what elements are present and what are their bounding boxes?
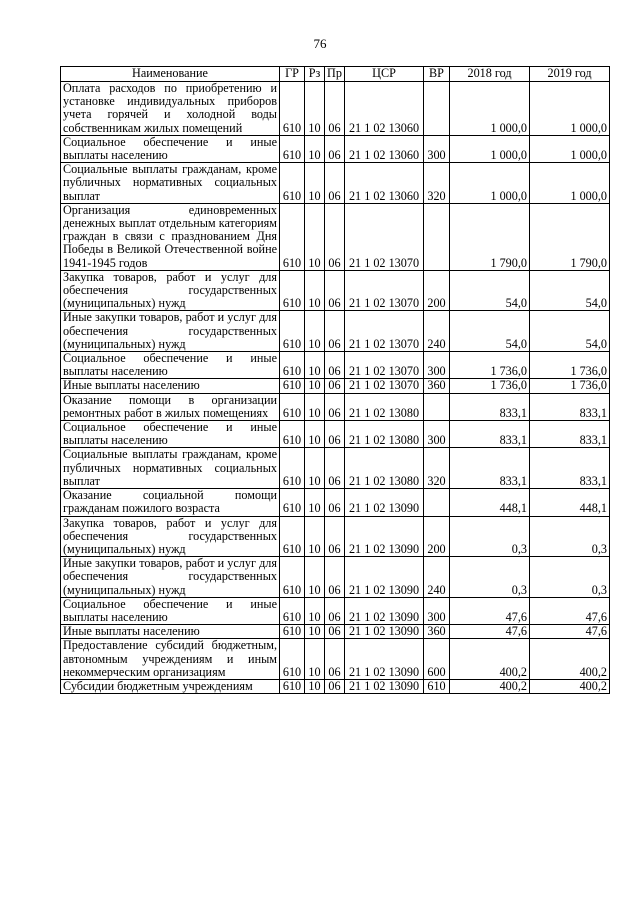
row-rz: 10	[305, 352, 325, 379]
row-pr: 06	[325, 557, 345, 598]
row-amount-2018: 54,0	[450, 311, 530, 352]
row-vr	[424, 393, 450, 420]
row-csr: 21 1 02 13080	[345, 448, 424, 489]
row-amount-2019: 400,2	[530, 679, 610, 693]
row-csr: 21 1 02 13070	[345, 311, 424, 352]
table-row	[61, 679, 610, 693]
row-gr: 610	[280, 516, 305, 557]
budget-table	[60, 66, 610, 694]
row-csr: 21 1 02 13060	[345, 135, 424, 162]
row-amount-2018: 1 000,0	[450, 82, 530, 136]
row-name: Иные выплаты населению	[61, 625, 280, 639]
row-rz: 10	[305, 557, 325, 598]
row-gr: 610	[280, 270, 305, 311]
table-row	[61, 557, 610, 598]
row-rz: 10	[305, 421, 325, 448]
row-amount-2018: 47,6	[450, 597, 530, 624]
row-rz: 10	[305, 163, 325, 204]
row-rz: 10	[305, 625, 325, 639]
row-gr: 610	[280, 679, 305, 693]
row-rz: 10	[305, 448, 325, 489]
row-name: Социальное обеспечение и иные выплаты населению	[61, 597, 280, 624]
table-row	[61, 270, 610, 311]
table-row	[61, 393, 610, 420]
table-header-row	[61, 67, 610, 82]
row-pr: 06	[325, 82, 345, 136]
row-csr: 21 1 02 13070	[345, 203, 424, 270]
row-vr: 600	[424, 639, 450, 680]
row-amount-2019: 400,2	[530, 639, 610, 680]
table-row	[61, 379, 610, 393]
row-gr: 610	[280, 203, 305, 270]
row-amount-2019: 833,1	[530, 421, 610, 448]
row-vr: 300	[424, 421, 450, 448]
row-vr: 610	[424, 679, 450, 693]
table-row	[61, 448, 610, 489]
row-rz: 10	[305, 489, 325, 516]
row-csr: 21 1 02 13080	[345, 421, 424, 448]
row-gr: 610	[280, 489, 305, 516]
row-name: Закупка товаров, работ и услуг для обеспечения государственных (муниципальных) нужд	[61, 516, 280, 557]
row-name: Субсидии бюджетным учреждениям	[61, 679, 280, 693]
header-2018: 2018 год	[450, 67, 530, 82]
header-2019: 2019 год	[530, 67, 610, 82]
header-csr: ЦСР	[345, 67, 424, 82]
table-row	[61, 135, 610, 162]
row-amount-2019: 1 736,0	[530, 352, 610, 379]
table-row	[61, 352, 610, 379]
row-gr: 610	[280, 393, 305, 420]
row-amount-2018: 833,1	[450, 393, 530, 420]
row-amount-2018: 833,1	[450, 448, 530, 489]
row-name: Иные закупки товаров, работ и услуг для обеспечения государственных (муниципальных) нужд	[61, 557, 280, 598]
table-row	[61, 597, 610, 624]
row-amount-2019: 1 000,0	[530, 135, 610, 162]
row-gr: 610	[280, 82, 305, 136]
row-csr: 21 1 02 13060	[345, 163, 424, 204]
row-vr: 300	[424, 597, 450, 624]
row-amount-2019: 47,6	[530, 625, 610, 639]
row-amount-2019: 1 790,0	[530, 203, 610, 270]
row-pr: 06	[325, 379, 345, 393]
row-vr	[424, 82, 450, 136]
row-amount-2019: 0,3	[530, 516, 610, 557]
row-pr: 06	[325, 393, 345, 420]
row-vr: 300	[424, 135, 450, 162]
row-name: Социальное обеспечение и иные выплаты населению	[61, 135, 280, 162]
row-gr: 610	[280, 311, 305, 352]
row-vr: 240	[424, 311, 450, 352]
row-name: Оплата расходов по приобретению и установке индивидуальных приборов учета горячей и холодной воды собственникам жилых помещений	[61, 82, 280, 136]
table-row	[61, 163, 610, 204]
row-name: Социальные выплаты гражданам, кроме публичных нормативных социальных выплат	[61, 448, 280, 489]
row-vr: 240	[424, 557, 450, 598]
row-rz: 10	[305, 516, 325, 557]
row-vr	[424, 489, 450, 516]
row-amount-2019: 833,1	[530, 448, 610, 489]
row-rz: 10	[305, 597, 325, 624]
row-csr: 21 1 02 13090	[345, 489, 424, 516]
row-amount-2018: 400,2	[450, 679, 530, 693]
header-vr: ВР	[424, 67, 450, 82]
row-rz: 10	[305, 82, 325, 136]
row-pr: 06	[325, 516, 345, 557]
row-pr: 06	[325, 135, 345, 162]
row-gr: 610	[280, 379, 305, 393]
row-rz: 10	[305, 639, 325, 680]
row-pr: 06	[325, 489, 345, 516]
row-pr: 06	[325, 421, 345, 448]
row-csr: 21 1 02 13080	[345, 393, 424, 420]
table-row	[61, 311, 610, 352]
row-rz: 10	[305, 270, 325, 311]
row-vr	[424, 203, 450, 270]
row-pr: 06	[325, 270, 345, 311]
row-amount-2018: 1 790,0	[450, 203, 530, 270]
row-vr: 300	[424, 352, 450, 379]
table-row	[61, 625, 610, 639]
row-amount-2019: 54,0	[530, 270, 610, 311]
row-pr: 06	[325, 352, 345, 379]
row-name: Социальные выплаты гражданам, кроме публичных нормативных социальных выплат	[61, 163, 280, 204]
row-vr: 200	[424, 270, 450, 311]
row-name: Социальное обеспечение и иные выплаты населению	[61, 421, 280, 448]
row-pr: 06	[325, 203, 345, 270]
row-amount-2019: 448,1	[530, 489, 610, 516]
row-amount-2019: 54,0	[530, 311, 610, 352]
row-vr: 200	[424, 516, 450, 557]
row-vr: 320	[424, 448, 450, 489]
row-name: Иные выплаты населению	[61, 379, 280, 393]
row-amount-2018: 54,0	[450, 270, 530, 311]
row-amount-2018: 400,2	[450, 639, 530, 680]
row-gr: 610	[280, 597, 305, 624]
row-csr: 21 1 02 13090	[345, 639, 424, 680]
row-vr: 320	[424, 163, 450, 204]
row-name: Иные закупки товаров, работ и услуг для обеспечения государственных (муниципальных) нужд	[61, 311, 280, 352]
header-pr: Пр	[325, 67, 345, 82]
row-amount-2018: 833,1	[450, 421, 530, 448]
table-row	[61, 421, 610, 448]
row-amount-2019: 1 000,0	[530, 163, 610, 204]
row-pr: 06	[325, 597, 345, 624]
row-csr: 21 1 02 13060	[345, 82, 424, 136]
row-amount-2018: 0,3	[450, 516, 530, 557]
row-csr: 21 1 02 13090	[345, 679, 424, 693]
row-amount-2019: 833,1	[530, 393, 610, 420]
row-csr: 21 1 02 13090	[345, 625, 424, 639]
row-amount-2018: 1 000,0	[450, 163, 530, 204]
row-gr: 610	[280, 625, 305, 639]
row-amount-2018: 47,6	[450, 625, 530, 639]
table-body	[61, 82, 610, 694]
row-name: Социальное обеспечение и иные выплаты населению	[61, 352, 280, 379]
row-gr: 610	[280, 557, 305, 598]
row-pr: 06	[325, 639, 345, 680]
header-name: Наименование	[61, 67, 280, 82]
table-row	[61, 639, 610, 680]
row-amount-2018: 448,1	[450, 489, 530, 516]
row-csr: 21 1 02 13070	[345, 270, 424, 311]
header-rz: Рз	[305, 67, 325, 82]
row-rz: 10	[305, 379, 325, 393]
row-amount-2018: 0,3	[450, 557, 530, 598]
row-name: Оказание помощи в организации ремонтных работ в жилых помещениях	[61, 393, 280, 420]
row-rz: 10	[305, 135, 325, 162]
table-row	[61, 516, 610, 557]
table-row	[61, 489, 610, 516]
row-pr: 06	[325, 163, 345, 204]
row-vr: 360	[424, 379, 450, 393]
row-csr: 21 1 02 13070	[345, 379, 424, 393]
row-csr: 21 1 02 13070	[345, 352, 424, 379]
row-gr: 610	[280, 352, 305, 379]
row-rz: 10	[305, 203, 325, 270]
table-row	[61, 203, 610, 270]
header-gr: ГР	[280, 67, 305, 82]
row-pr: 06	[325, 625, 345, 639]
row-gr: 610	[280, 163, 305, 204]
row-pr: 06	[325, 679, 345, 693]
page-number: 76	[313, 36, 327, 51]
row-amount-2019: 1 736,0	[530, 379, 610, 393]
row-amount-2018: 1 000,0	[450, 135, 530, 162]
row-csr: 21 1 02 13090	[345, 557, 424, 598]
row-rz: 10	[305, 679, 325, 693]
row-amount-2018: 1 736,0	[450, 379, 530, 393]
row-amount-2019: 0,3	[530, 557, 610, 598]
row-amount-2019: 47,6	[530, 597, 610, 624]
row-amount-2018: 1 736,0	[450, 352, 530, 379]
row-gr: 610	[280, 639, 305, 680]
row-csr: 21 1 02 13090	[345, 516, 424, 557]
row-vr: 360	[424, 625, 450, 639]
row-csr: 21 1 02 13090	[345, 597, 424, 624]
row-name: Организация единовременных денежных выплат отдельным категориям граждан в связи с празднованием Дня Победы в Великой Отечественной войне 1941-1945 годов	[61, 203, 280, 270]
row-gr: 610	[280, 135, 305, 162]
row-amount-2019: 1 000,0	[530, 82, 610, 136]
row-pr: 06	[325, 448, 345, 489]
row-gr: 610	[280, 448, 305, 489]
row-gr: 610	[280, 421, 305, 448]
row-name: Закупка товаров, работ и услуг для обеспечения государственных (муниципальных) нужд	[61, 270, 280, 311]
table-row	[61, 82, 610, 136]
row-rz: 10	[305, 311, 325, 352]
row-name: Предоставление субсидий бюджетным, автономным учреждениям и иным некоммерческим организациям	[61, 639, 280, 680]
row-pr: 06	[325, 311, 345, 352]
row-rz: 10	[305, 393, 325, 420]
row-name: Оказание социальной помощи гражданам пожилого возраста	[61, 489, 280, 516]
